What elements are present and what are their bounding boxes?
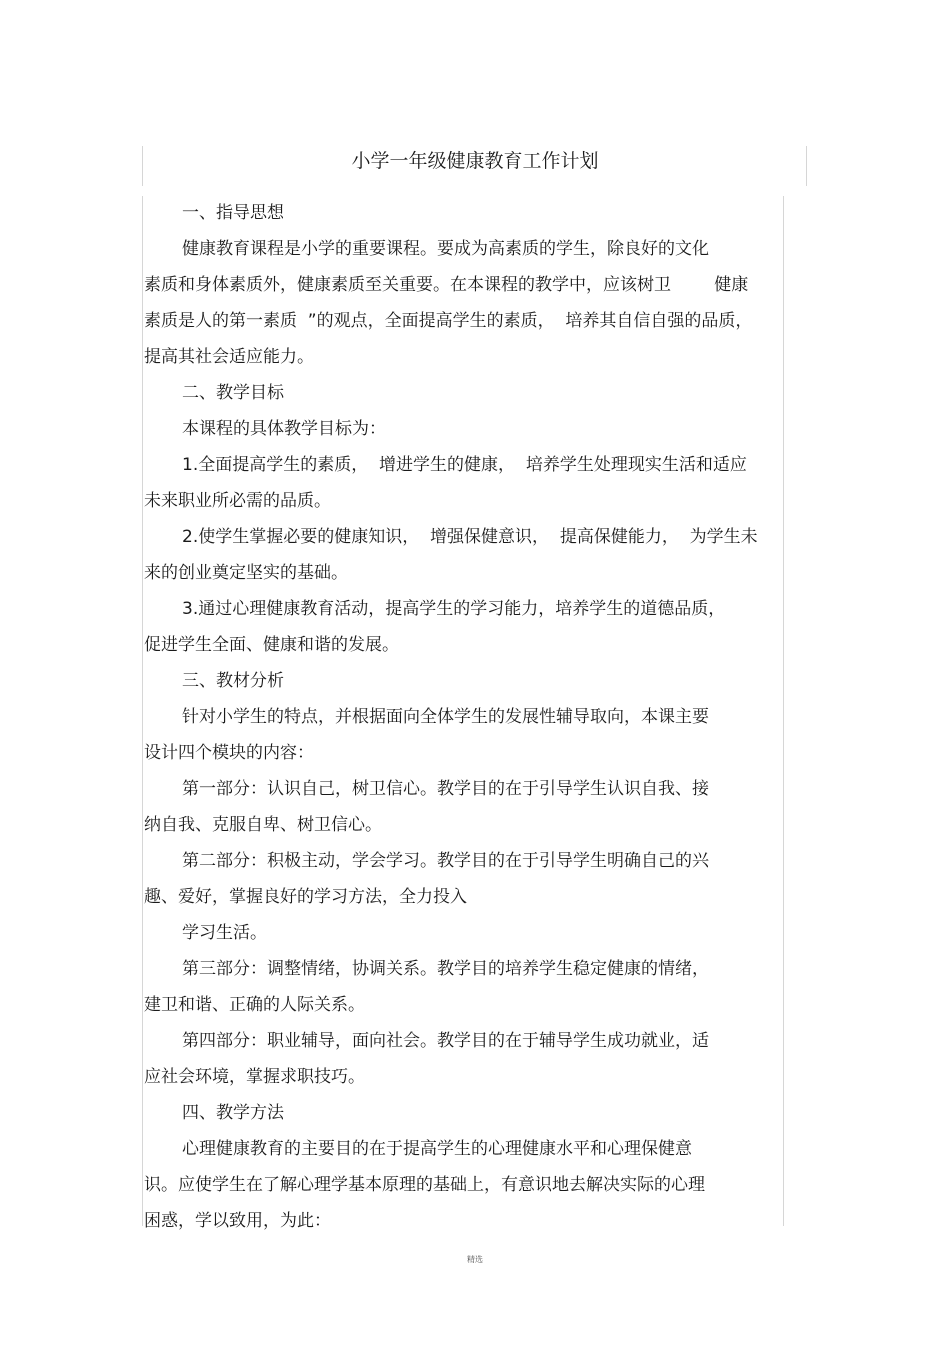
paragraph-line: 3.通过心理健康教育活动，提高学生的学习能力，培养学生的道德品质， — [182, 599, 726, 619]
paragraph-line: 来的创业奠定坚实的基础。 — [144, 563, 348, 583]
paragraph-line: 针对小学生的特点，并根据面向全体学生的发展性辅导取向，本课主要 — [182, 707, 709, 727]
paragraph-line: 第四部分：职业辅导，面向社会。教学目的在于辅导学生成功就业，适 — [182, 1031, 709, 1051]
paragraph-line: 第二部分：积极主动，学会学习。教学目的在于引导学生明确自己的兴 — [182, 851, 709, 871]
section-heading: 二、教学目标 — [182, 383, 284, 403]
body-left-rule — [142, 196, 143, 1226]
paragraph-line: 困惑，学以致用，为此： — [144, 1211, 331, 1231]
section-heading: 三、教材分析 — [182, 671, 284, 691]
paragraph-line: 2.使学生掌握必要的健康知识， 增强保健意识， 提高保健能力， 为学生未 — [182, 527, 758, 547]
section-heading: 一、指导思想 — [182, 203, 284, 223]
paragraph-line: 建卫和谐、正确的人际关系。 — [144, 995, 365, 1015]
paragraph-line: 第一部分：认识自己，树卫信心。教学目的在于引导学生认识自我、接 — [182, 779, 709, 799]
paragraph-line: 提高其社会适应能力。 — [144, 347, 314, 367]
document-body — [144, 195, 784, 1239]
section-heading: 四、教学方法 — [182, 1103, 284, 1123]
paragraph-line: 素质和身体素质外，健康素质至关重要。在本课程的教学中，应该树卫 健康 — [144, 275, 749, 295]
paragraph-line: 促进学生全面、健康和谐的发展。 — [144, 635, 399, 655]
paragraph-line: 识。应使学生在了解心理学基本原理的基础上，有意识地去解决实际的心理 — [144, 1175, 705, 1195]
paragraph-line: 1.全面提高学生的素质， 增进学生的健康， 培养学生处理现实生活和适应 — [182, 455, 747, 475]
paragraph-line: 应社会环境，掌握求职技巧。 — [144, 1067, 365, 1087]
paragraph-line: 趣、爱好，掌握良好的学习方法，全力投入 — [144, 887, 467, 907]
paragraph-line: 素质是人的第一素质 ”的观点，全面提高学生的素质， 培养其自信自强的品质， — [144, 311, 753, 331]
document-title: 小学一年级健康教育工作计划 — [351, 150, 599, 172]
paragraph-line: 心理健康教育的主要目的在于提高学生的心理健康水平和心理保健意 — [182, 1139, 692, 1159]
paragraph-line: 纳自我、克服自卑、树卫信心。 — [144, 815, 382, 835]
paragraph-line: 学习生活。 — [182, 923, 267, 943]
paragraph-line: 第三部分：调整情绪，协调关系。教学目的培养学生稳定健康的情绪， — [182, 959, 709, 979]
paragraph-line: 本课程的具体教学目标为： — [182, 419, 386, 439]
paragraph-line: 设计四个模块的内容： — [144, 743, 314, 763]
paragraph-line: 健康教育课程是小学的重要课程。要成为高素质的学生，除良好的文化 — [182, 239, 709, 259]
page-footer: 精选 — [467, 1255, 483, 1264]
paragraph-line: 未来职业所必需的品质。 — [144, 491, 331, 511]
